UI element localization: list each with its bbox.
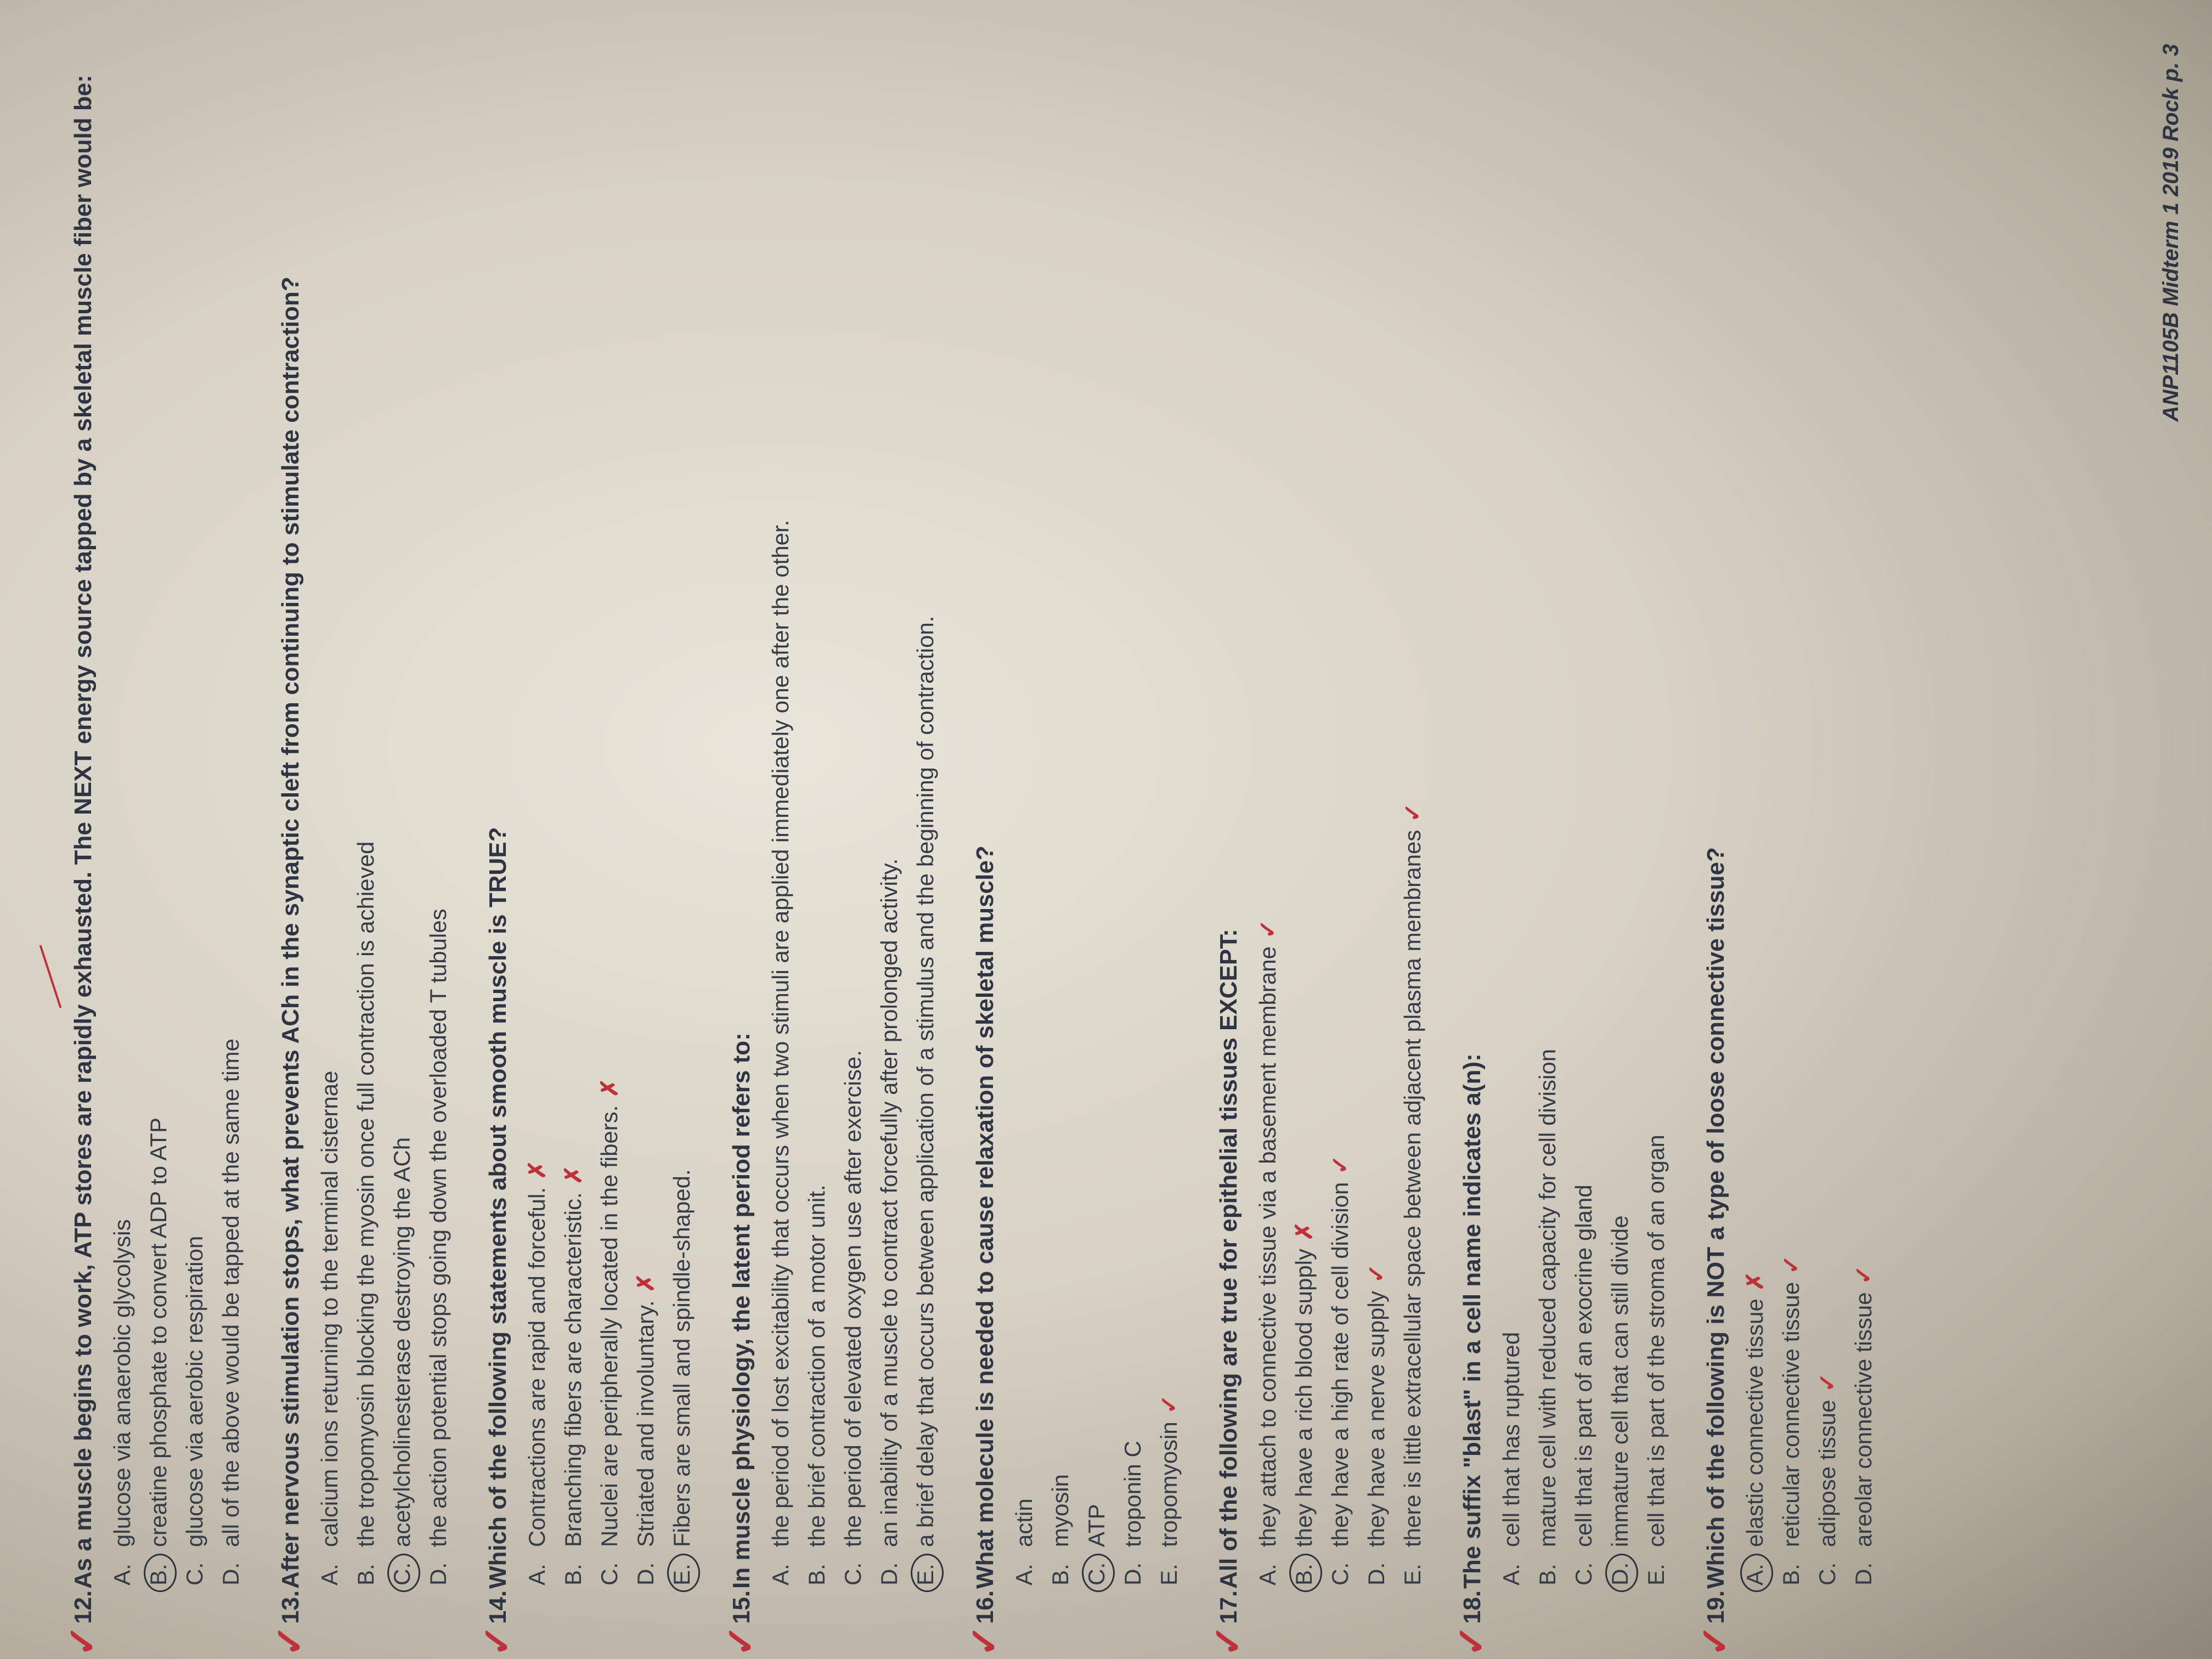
question-text: All of the following are true for epithelial tissues EXCEPT: — [1215, 929, 1242, 1589]
red-check-icon: ✓ — [719, 1624, 762, 1657]
option-text: they attach to connective tissue via a basement membrane — [1255, 946, 1280, 1547]
option-a — [312, 44, 348, 1624]
options-list — [1006, 44, 1187, 1624]
option-d — [871, 44, 907, 1624]
option-letter: B. — [1286, 1553, 1322, 1585]
option-e — [1638, 44, 1674, 1624]
option-c — [591, 44, 628, 1624]
red-check-icon: ✓ — [1694, 1624, 1736, 1657]
option-c — [1566, 44, 1602, 1624]
option-text: an inability of a muscle to contract forcefully after prolonged activity. — [876, 858, 902, 1547]
option-text: Contractions are rapid and forceful. — [524, 1187, 550, 1547]
question-14 — [476, 44, 700, 1657]
question-text: The suffix "blast" in a cell name indicates a(n): — [1459, 1053, 1486, 1589]
handwritten-mark-icon: ✓ — [1814, 1373, 1840, 1392]
question-stem — [724, 44, 759, 1624]
option-text: there is little extracellular space between adjacent plasma membranes — [1400, 830, 1425, 1547]
option-letter: C. — [1327, 1562, 1353, 1585]
question-16 — [963, 44, 1187, 1657]
option-c — [1809, 44, 1846, 1624]
option-a — [1006, 44, 1042, 1624]
option-text: they have a rich blood supply — [1291, 1248, 1317, 1547]
option-c — [835, 44, 871, 1624]
option-letter: A. — [768, 1564, 793, 1585]
question-stem — [481, 44, 516, 1624]
option-text: areolar connective tissue — [1850, 1292, 1876, 1547]
option-text: adipose tissue — [1814, 1400, 1840, 1547]
option-text: cell that is part of an exocrine gland — [1571, 1184, 1596, 1547]
option-letter: D. — [1850, 1562, 1876, 1585]
option-letter: A. — [1011, 1564, 1037, 1585]
options-list — [312, 44, 456, 1624]
option-text: elastic connective tissue — [1742, 1299, 1768, 1547]
question-text: After nervous stimulation stops, what prevents ACh in the synaptic cleft from continuing to stimulate contraction? — [277, 276, 304, 1589]
red-check-icon: ✓ — [1450, 1624, 1493, 1657]
option-text: cell that has ruptured — [1498, 1331, 1524, 1547]
option-letter: B. — [140, 1553, 177, 1585]
option-e — [907, 44, 944, 1624]
question-stem — [1211, 44, 1246, 1624]
handwritten-mark-icon: ✓ — [1850, 1265, 1876, 1285]
question-text: As a muscle begins to work, ATP stores are rapidly exhausted. The NEXT energy source tapped by a skeletal muscle fiber would be: — [70, 75, 97, 1589]
option-letter: C. — [384, 1553, 420, 1585]
option-a — [1250, 44, 1286, 1624]
option-text: ATP — [1084, 1504, 1109, 1547]
options-list — [1250, 44, 1431, 1624]
option-e — [1151, 44, 1187, 1624]
option-letter: D. — [1602, 1553, 1638, 1585]
question-number: 17. — [1215, 1590, 1242, 1624]
option-letter: B. — [560, 1564, 586, 1585]
handwritten-mark-icon: ✓ — [1156, 1395, 1182, 1414]
question-number: 14. — [484, 1590, 511, 1624]
option-text: myosin — [1047, 1474, 1073, 1547]
option-d — [1602, 44, 1638, 1624]
question-12 — [61, 44, 249, 1657]
red-check-icon: ✓ — [61, 1624, 104, 1657]
option-text: Striated and involuntary. — [633, 1300, 658, 1547]
handwritten-mark-icon: ✗ — [560, 1165, 586, 1185]
option-letter: A. — [109, 1564, 135, 1585]
option-text: acetylcholinesterase destroying the ACh — [389, 1137, 415, 1547]
option-text: reticular connective tissue — [1778, 1282, 1804, 1547]
option-letter: C. — [1814, 1562, 1840, 1585]
option-text: immature cell that can still divide — [1607, 1215, 1633, 1547]
question-stem — [66, 44, 101, 1624]
option-b — [1286, 44, 1322, 1624]
option-text: glucose via aerobic respiration — [182, 1235, 207, 1547]
option-letter: B. — [804, 1564, 830, 1585]
handwritten-mark-icon: ✓ — [1363, 1263, 1389, 1284]
option-text: Fibers are small and spindle-shaped. — [669, 1169, 695, 1547]
option-text: the tropomyosin blocking the myosin once full contraction is achieved — [353, 841, 379, 1547]
option-letter: C. — [596, 1562, 622, 1585]
options-list — [1737, 44, 1882, 1624]
option-text: the period of lost excitability that occurs when two stimuli are applied immediately one after the other. — [768, 520, 793, 1547]
option-c — [1079, 44, 1115, 1624]
option-text: Nuclei are peripherally located in the fibers. — [596, 1105, 622, 1547]
option-letter: C. — [182, 1562, 207, 1585]
option-text: they have a high rate of cell division — [1327, 1182, 1353, 1547]
option-letter: B. — [1534, 1564, 1560, 1585]
options-list — [1493, 44, 1674, 1624]
handwritten-mark-icon: ✗ — [633, 1273, 658, 1293]
options-list — [104, 44, 249, 1624]
option-a — [763, 44, 799, 1624]
option-text: the brief contraction of a motor unit. — [804, 1184, 830, 1547]
option-text: the action potential stops going down the overloaded T tubules — [425, 909, 451, 1547]
option-b — [1042, 44, 1079, 1624]
option-b — [348, 44, 384, 1624]
option-letter: A. — [524, 1564, 550, 1585]
option-letter: C. — [1571, 1562, 1596, 1585]
question-number: 15. — [728, 1590, 755, 1624]
option-letter: E. — [1400, 1564, 1425, 1585]
red-check-icon: ✓ — [476, 1624, 518, 1657]
question-text: Which of the following is NOT a type of loose connective tissue? — [1702, 847, 1729, 1589]
option-d — [213, 44, 249, 1624]
option-letter: D. — [218, 1562, 244, 1585]
question-number: 16. — [972, 1590, 998, 1624]
option-b — [799, 44, 835, 1624]
red-check-icon: ✓ — [963, 1624, 1006, 1657]
option-letter: A. — [1255, 1564, 1280, 1585]
option-a — [1737, 44, 1773, 1624]
option-letter: D. — [876, 1562, 902, 1585]
option-b — [140, 44, 177, 1624]
option-text: a brief delay that occurs between application of a stimulus and the beginning of contraction. — [912, 616, 938, 1547]
option-text: they have a nerve supply — [1363, 1291, 1389, 1547]
option-b — [1773, 44, 1809, 1624]
red-check-icon: ✓ — [1206, 1624, 1249, 1657]
option-letter: E. — [907, 1553, 944, 1585]
option-a — [104, 44, 140, 1624]
red-check-icon: ✓ — [268, 1624, 311, 1657]
option-text: troponin C — [1120, 1441, 1146, 1547]
option-letter: D. — [1363, 1562, 1389, 1585]
option-c — [1322, 44, 1358, 1624]
option-letter: A. — [317, 1564, 342, 1585]
option-text: Branching fibers are characteristic. — [560, 1192, 586, 1547]
question-number: 13. — [277, 1590, 304, 1624]
question-text: In muscle physiology, the latent period refers to: — [728, 1032, 755, 1589]
option-c — [384, 44, 420, 1624]
question-stem — [1455, 44, 1490, 1624]
option-letter: E. — [664, 1553, 700, 1585]
handwritten-mark-icon: ✗ — [596, 1078, 622, 1098]
option-letter: D. — [633, 1562, 658, 1585]
option-d — [1115, 44, 1151, 1624]
option-text: calcium ions returning to the terminal cisternae — [317, 1070, 342, 1547]
option-letter: A. — [1737, 1553, 1773, 1585]
option-text: actin — [1011, 1498, 1037, 1547]
option-d — [628, 44, 664, 1624]
question-number: 12. — [70, 1590, 97, 1624]
option-text: tropomyosin — [1156, 1421, 1182, 1547]
option-text: cell that is part of the stroma of an organ — [1643, 1135, 1669, 1547]
question-stem — [968, 44, 1003, 1624]
option-e — [1395, 44, 1431, 1624]
option-letter: B. — [1047, 1564, 1073, 1585]
option-letter: B. — [1778, 1564, 1804, 1585]
options-list — [519, 44, 700, 1624]
option-a — [519, 44, 555, 1624]
option-a — [1493, 44, 1530, 1624]
exam-content — [61, 44, 2205, 1657]
option-letter: C. — [840, 1562, 866, 1585]
option-letter: A. — [1498, 1564, 1524, 1585]
question-19 — [1694, 44, 1882, 1657]
question-text: Which of the following statements about smooth muscle is TRUE? — [484, 827, 511, 1589]
handwritten-mark-icon: ✓ — [1400, 803, 1425, 822]
option-b — [1530, 44, 1566, 1624]
options-list — [763, 44, 944, 1624]
handwritten-mark-icon: ✗ — [524, 1160, 550, 1180]
question-stem — [1699, 44, 1734, 1624]
question-text: What molecule is needed to cause relaxation of skeletal muscle? — [972, 845, 998, 1589]
handwritten-mark-icon: ✗ — [1291, 1221, 1317, 1241]
option-d — [1358, 44, 1395, 1624]
question-number: 19. — [1702, 1590, 1729, 1624]
handwritten-mark-icon: ✓ — [1327, 1155, 1353, 1175]
option-letter: E. — [1156, 1564, 1182, 1585]
option-e — [664, 44, 700, 1624]
question-18 — [1450, 44, 1674, 1657]
option-letter: D. — [1120, 1562, 1146, 1585]
option-text: glucose via anaerobic glycolysis — [109, 1219, 135, 1547]
handwritten-mark-icon: ✓ — [1778, 1255, 1804, 1274]
option-text: all of the above would be tapped at the same time — [218, 1039, 244, 1547]
option-d — [1846, 44, 1882, 1624]
option-b — [555, 44, 591, 1624]
question-15 — [719, 44, 944, 1657]
question-number: 18. — [1459, 1590, 1486, 1624]
question-13 — [268, 44, 456, 1657]
question-stem — [273, 44, 308, 1624]
page-footer: ANP1105B Midterm 1 2019 Rock p. 3 — [2159, 44, 2183, 422]
option-letter: D. — [425, 1562, 451, 1585]
handwritten-mark-icon: ✓ — [1255, 919, 1280, 939]
option-c — [177, 44, 213, 1624]
option-text: mature cell with reduced capacity for cell division — [1534, 1048, 1560, 1547]
option-text: creatine phosphate to convert ADP to ATP — [145, 1118, 171, 1547]
exam-sheet — [61, 44, 2205, 1657]
option-letter: E. — [1643, 1564, 1669, 1585]
option-d — [420, 44, 456, 1624]
option-letter: B. — [353, 1564, 379, 1585]
handwritten-mark-icon: ✗ — [1742, 1271, 1768, 1291]
question-17 — [1206, 44, 1431, 1657]
option-text: the period of elevated oxygen use after exercise. — [840, 1050, 866, 1547]
option-letter: C. — [1079, 1553, 1115, 1585]
